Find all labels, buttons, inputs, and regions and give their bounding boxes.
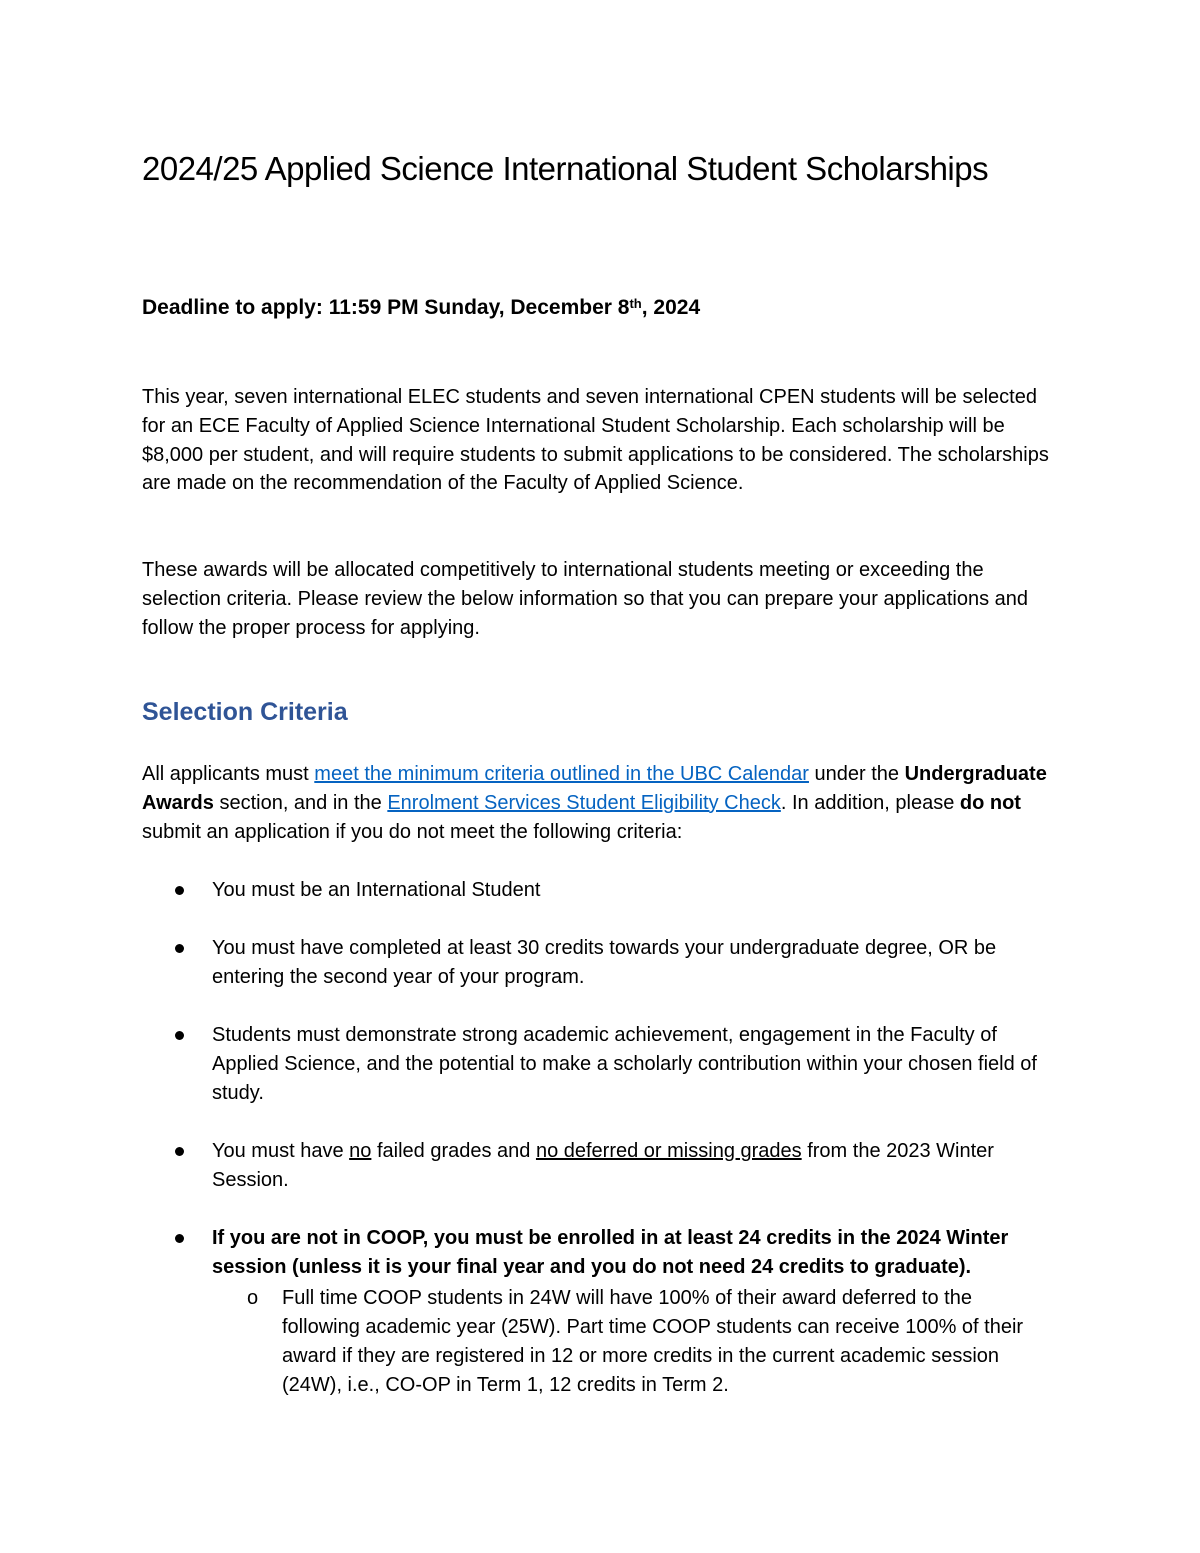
criteria-no-underlined: no [349,1140,372,1162]
bullet-icon [175,944,184,953]
criteria-credits: You must have completed at least 30 credits towards your undergraduate degree, OR be entering the second year of your program. [212,937,997,988]
criteria-grades-text-3: from the 2023 Winter Session. [212,1140,994,1191]
criteria-list [142,876,1062,1282]
deadline [142,293,700,323]
criteria-text-3: section, and in the [213,791,388,814]
criteria-enrollment: If you are not in COOP, you must be enrolled in at least 24 credits in the 2024 Winter session (unless it is your final year and you do not need 24 credits to graduate). [212,1227,1009,1278]
deadline-superscript: th [629,296,642,311]
deadline-text: Deadline to apply: 11:59 PM Sunday, December 8 [142,296,630,319]
undergraduate-awards-bold: Undergraduate Awards [142,763,1047,814]
criteria-text-2: under the [808,763,905,785]
bullet-icon [175,1234,184,1243]
list-item [142,934,1062,992]
list-item [142,1021,1062,1108]
page-title: 2024/25 Applied Science International Student Scholarships [142,150,989,187]
allocation-paragraph: These awards will be allocated competitively to international students meeting or exceeding the selection criteria. Please review the below information so that you can prepare your applications and follow the proper process for applying. [142,559,1029,639]
criteria-achievement: Students must demonstrate strong academic achievement, engagement in the Faculty of Applied Science, and the potential to make a scholarly contribution within your chosen field of study. [212,1024,1037,1104]
selection-criteria-heading: Selection Criteria [142,698,348,726]
do-not-bold: do not [959,791,1021,814]
sub-list-item [142,1284,1032,1400]
criteria-text-4: . In addition, please [780,791,960,814]
bullet-icon [175,886,184,895]
bullet-icon [175,1147,184,1156]
list-item [142,1137,1062,1195]
criteria-text-5: submit an application if you do not meet the following criteria: [142,820,683,843]
eligibility-check-link[interactable]: Enrolment Services Student Eligibility Check [387,791,781,814]
criteria-deferred-underlined: no deferred or missing grades [535,1140,802,1162]
bullet-icon [175,1031,184,1040]
intro-paragraph: This year, seven international ELEC students and seven international CPEN students will be selected for an ECE Faculty of Applied Science International Student Scholarship. Each scholarship will be $8,000 per student, and will require students to submit applications to be considered. The scholarships are made on the recommendation of the Faculty of Applied Science. [142,386,1049,495]
criteria-international: You must be an International Student [212,879,541,901]
criteria-grades-text-1: You must have [212,1140,350,1162]
criteria-intro-paragraph [142,760,1057,846]
criteria-text-1: All applicants must [142,763,315,785]
sub-bullet-icon: o [247,1287,259,1309]
ubc-calendar-link[interactable]: meet the minimum criteria outlined in the UBC Calendar [314,763,809,785]
criteria-coop: Full time COOP students in 24W will have 100% of their award deferred to the following academic year (25W). Part time COOP students can receive 100% of their award if they are registered in 12 or more credits in the current academic session (24W), i.e., CO-OP in Term 1, 12 credits in Term 2. [282,1287,1024,1396]
deadline-year: , 2024 [641,296,701,319]
list-item [142,1224,1062,1282]
list-item [142,876,1062,905]
criteria-grades-text-2: failed grades and [371,1140,536,1162]
